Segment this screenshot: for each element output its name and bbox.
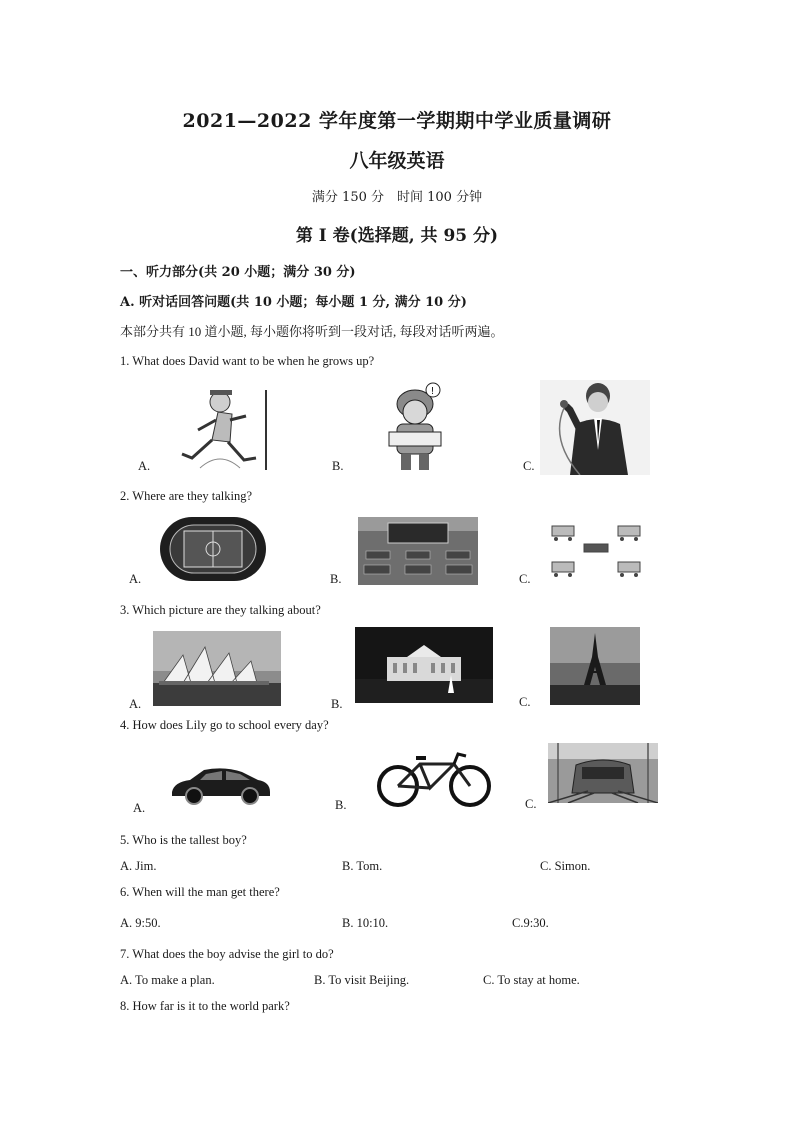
exam-subtitle: 八年级英语 [349,150,445,172]
option-label-c: C. [519,695,531,709]
white-house-picture [355,627,493,703]
option-label-a: A. [129,572,142,586]
worker-picture [375,380,455,475]
option-label-b: B. [330,572,342,586]
option-label-a: A. [129,697,142,711]
option-c: C. To stay at home. [483,973,580,987]
eiffel-tower-picture [550,627,640,705]
option-label-b: B. [331,697,343,711]
option-label-b: B. [332,459,344,473]
train-picture [548,743,658,803]
question-5: 5. Who is the tallest boy? [120,833,247,847]
option-label-a: A. [138,459,151,473]
option-label-c: C. [523,459,535,473]
stadium-picture [158,515,268,583]
option-b: B. 10:10. [342,916,389,930]
part-title: 第 I 卷(选择题, 共 95 分) [295,226,499,246]
option-c: C. Simon. [540,859,591,873]
option-a: A. Jim. [120,859,157,873]
instructions: 本部分共有 10 道小题, 每小题你将听到一段对话, 每段对话听两遍。 [120,324,504,339]
option-label-b: B. [335,798,347,812]
question-1: 1. What does David want to be when he grows up? [120,354,375,368]
option-c: C.9:30. [512,916,549,930]
subsection-heading: A. 听对话回答问题(共 10 小题；每小题 1 分, 满分 10 分) [120,295,467,310]
question-8: 8. How far is it to the world park? [120,999,290,1013]
svg-text:!: ! [430,386,435,397]
option-label-c: C. [519,572,531,586]
section-heading: 一、听力部分(共 20 小题；满分 30 分) [120,265,356,280]
car-picture [166,762,274,807]
option-a: A. 9:50. [120,916,161,930]
question-2: 2. Where are they talking? [120,489,253,503]
bicycle-picture [372,750,496,808]
classroom-picture [358,517,478,585]
question-6: 6. When will the man get there? [120,885,280,899]
option-label-a: A. [133,801,146,815]
opera-house-picture [153,631,281,706]
option-label-c: C. [525,797,537,811]
option-b: B. Tom. [342,859,383,873]
singer-picture [540,380,650,475]
option-b: B. To visit Beijing. [314,973,410,987]
question-4: 4. How does Lily go to school every day? [120,718,329,732]
exam-title: 2021—2022 学年度第一学期期中学业质量调研 [182,110,612,132]
runner-picture [160,380,280,475]
option-a: A. To make a plan. [120,973,215,987]
exam-meta: 满分 150 分 时间 100 分钟 [311,190,483,205]
question-3: 3. Which picture are they talking about? [120,603,321,617]
supermarket-picture [548,522,648,582]
question-7: 7. What does the boy advise the girl to do? [120,947,334,961]
